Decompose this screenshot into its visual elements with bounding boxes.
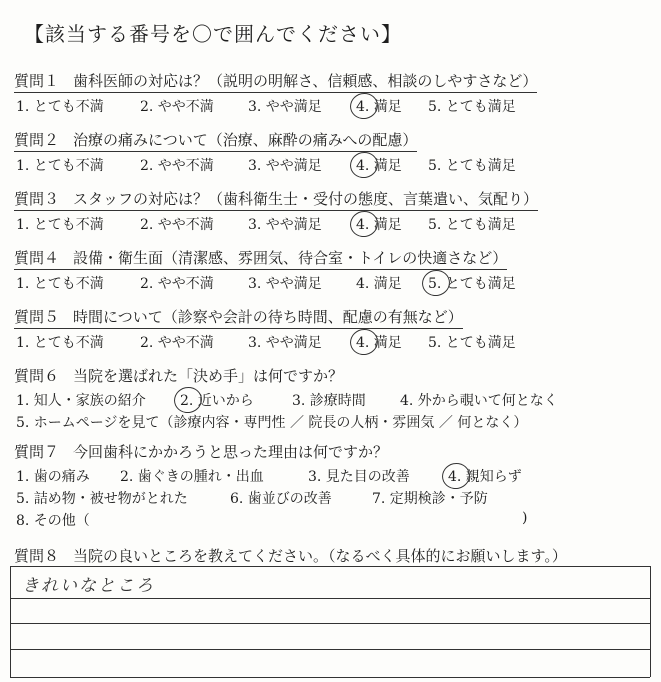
option-1[interactable]: 1. 歯の痛み xyxy=(16,469,90,485)
question-number: 質問１ xyxy=(14,72,60,90)
answer-line xyxy=(10,598,650,599)
question-text: 時間について（診察や会計の待ち時間、配慮の有無など） xyxy=(73,308,463,326)
options-row xyxy=(16,270,654,292)
question-text: 設備・衛生面（清潔感、雰囲気、待合室・トイレの快適さなど） xyxy=(73,249,508,267)
option-5[interactable]: 5. とても満足 xyxy=(428,335,516,351)
answer-circle xyxy=(348,90,381,121)
option-2[interactable]: 2. やや不満 xyxy=(140,217,214,233)
option-3[interactable]: 3. 見た目の改善 xyxy=(308,469,410,485)
option-5[interactable]: 5. とても満足 xyxy=(428,217,516,233)
question-text: スタッフの対応は？（歯科衛生士・受付の態度、言葉遣い、気配り） xyxy=(73,190,539,208)
answer-box-top xyxy=(10,566,650,567)
option-2[interactable]: 2. やや不満 xyxy=(140,276,214,292)
question-7 xyxy=(14,441,654,529)
options-row xyxy=(16,211,654,233)
option-7[interactable]: 7. 定期検診・予防 xyxy=(372,491,488,507)
option-4[interactable]: 4. 満足 xyxy=(356,332,402,352)
question-text: 当院の良いところを教えてください。（なるべく具体的にお願いします。） xyxy=(73,547,567,565)
option-3[interactable]: 3. やや満足 xyxy=(248,158,322,174)
options-row-2 xyxy=(16,485,654,507)
question-text: 治療の痛みについて（治療、麻酔の痛みへの配慮） xyxy=(73,131,418,149)
question-number: 質問５ xyxy=(14,308,60,326)
answer-line xyxy=(10,677,650,678)
option-2[interactable]: 2. 近いから xyxy=(180,390,254,410)
question-1 xyxy=(14,70,654,115)
option-3[interactable]: 3. やや満足 xyxy=(248,99,322,115)
option-3[interactable]: 3. やや満足 xyxy=(248,335,322,351)
options-row xyxy=(16,329,654,351)
question-2 xyxy=(14,129,654,174)
question-text: 当院を選ばれた「決め手」は何ですか？ xyxy=(73,367,344,385)
option-5[interactable]: 5. とても満足 xyxy=(428,273,516,293)
option-5[interactable]: 5. 詰め物・被せ物がとれた xyxy=(16,491,188,507)
option-1[interactable]: 1. とても不満 xyxy=(16,335,104,351)
question-number: 質問７ xyxy=(14,443,60,461)
answer-box-right xyxy=(650,566,651,677)
option-1[interactable]: 1. とても不満 xyxy=(16,276,104,292)
question-text: 今回歯科にかかろうと思った理由は何ですか？ xyxy=(73,443,389,461)
option-3[interactable]: 3. やや満足 xyxy=(248,217,322,233)
option-4[interactable]: 4. 満足 xyxy=(356,155,402,175)
page-title: 【該当する番号を〇で囲んでください】 xyxy=(24,22,402,46)
option-2[interactable]: 2. 歯ぐきの腫れ・出血 xyxy=(120,469,264,485)
option-4[interactable]: 4. 満足 xyxy=(356,214,402,234)
option-1[interactable]: 1. とても不満 xyxy=(16,217,104,233)
question-6 xyxy=(14,365,654,431)
options-row xyxy=(16,387,654,409)
option-2[interactable]: 2. やや不満 xyxy=(140,99,214,115)
answer-circle xyxy=(348,149,381,180)
option-4[interactable]: 4. 満足 xyxy=(356,276,402,292)
option-5[interactable]: 5. とても満足 xyxy=(428,99,516,115)
option-5[interactable]: 5. とても満足 xyxy=(428,158,516,174)
question-4 xyxy=(14,247,654,292)
option-4[interactable]: 4. 親知らず xyxy=(448,466,522,486)
answer-line xyxy=(10,649,650,650)
question-number: 質問２ xyxy=(14,131,60,149)
option-2[interactable]: 2. やや不満 xyxy=(140,158,214,174)
options-row-3 xyxy=(16,507,654,529)
option-1[interactable]: 1. とても不満 xyxy=(16,158,104,174)
option-5[interactable]: 5. ホームページを見て（診療内容・専門性 ／ 院長の人柄・雰囲気 ／ 何となく） xyxy=(16,415,528,431)
question-number: 質問８ xyxy=(14,547,60,565)
options-row-2 xyxy=(16,409,654,431)
option-8-close: ) xyxy=(522,510,528,526)
options-row xyxy=(16,463,654,485)
question-5 xyxy=(14,306,654,351)
question-3 xyxy=(14,188,654,233)
question-number: 質問３ xyxy=(14,190,60,208)
answer-circle xyxy=(348,326,381,357)
option-1[interactable]: 1. とても不満 xyxy=(16,99,104,115)
option-8[interactable]: 8. その他（ xyxy=(16,513,90,529)
option-4[interactable]: 4. 外から覗いて何となく xyxy=(400,393,558,409)
option-1[interactable]: 1. 知人・家族の紹介 xyxy=(16,393,146,409)
option-3[interactable]: 3. 診療時間 xyxy=(292,393,366,409)
option-2[interactable]: 2. やや不満 xyxy=(140,335,214,351)
question-8 xyxy=(14,545,654,567)
handwritten-answer[interactable]: きれいなところ xyxy=(22,576,155,596)
option-4[interactable]: 4. 満足 xyxy=(356,96,402,116)
answer-circle xyxy=(420,267,453,298)
answer-box-left xyxy=(10,566,11,677)
question-text: 歯科医師の対応は？（説明の明解さ、信頼感、相談のしやすさなど） xyxy=(73,72,538,90)
options-row xyxy=(16,152,654,174)
options-row xyxy=(16,93,654,115)
question-number: 質問４ xyxy=(14,249,60,267)
answer-circle xyxy=(348,208,381,239)
option-3[interactable]: 3. やや満足 xyxy=(248,276,322,292)
answer-line xyxy=(10,623,650,624)
option-6[interactable]: 6. 歯並びの改善 xyxy=(230,491,332,507)
question-number: 質問６ xyxy=(14,367,60,385)
